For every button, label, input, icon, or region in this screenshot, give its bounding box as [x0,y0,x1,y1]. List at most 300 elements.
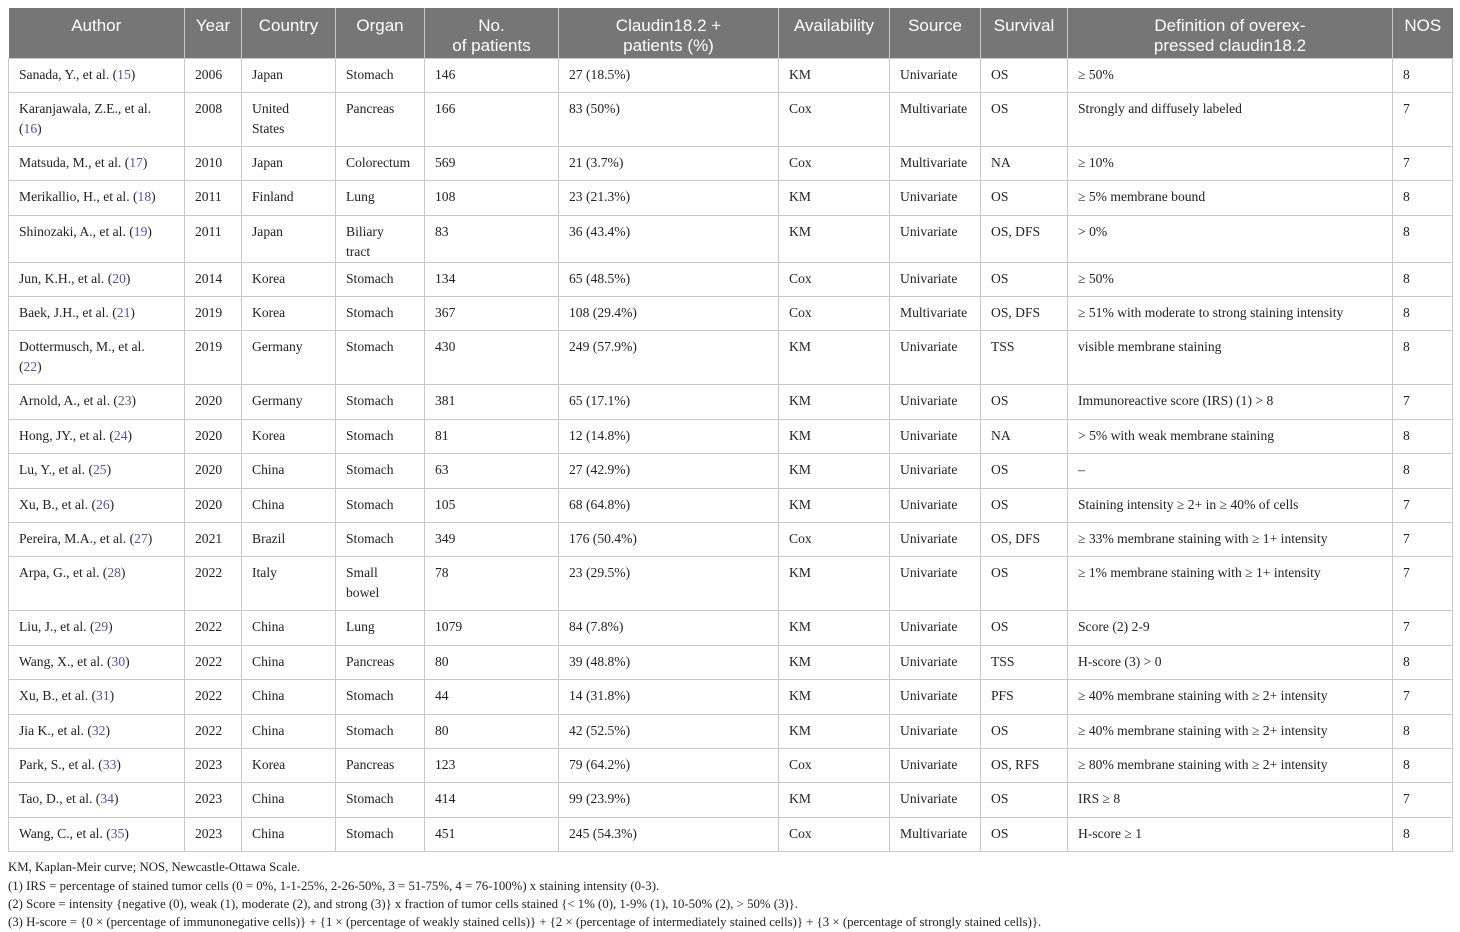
availability-cell: Cox [779,748,890,782]
table-row [9,331,1453,385]
author-name: Pereira, M.A., et al. ( [19,531,135,547]
year-cell: 2021 [185,523,242,557]
definition-cell: ≥ 33% membrane staining with ≥ 1+ intensity [1068,523,1393,557]
author-name: Arpa, G., et al. ( [19,565,108,581]
patients-cell: 414 [425,783,559,817]
table-container [8,8,1452,932]
country-cell: Germany [242,331,336,385]
table-row [9,488,1453,522]
table-row [9,262,1453,296]
patients-cell: 146 [425,58,559,92]
reference-link[interactable]: 18 [137,189,152,205]
nos-cell: 8 [1393,331,1453,385]
author-cell [9,297,185,331]
claudin-positive-cell: 21 (3.7%) [559,146,779,180]
reference-close-paren: ) [147,223,152,239]
reference-link[interactable]: 17 [129,154,143,170]
definition-cell: Score (2) 2-9 [1068,611,1393,645]
definition-cell: Immunoreactive score (IRS) (1) > 8 [1068,385,1393,419]
source-cell: Univariate [890,557,981,611]
country-cell: China [242,714,336,748]
nos-cell: 7 [1393,146,1453,180]
nos-cell: 8 [1393,297,1453,331]
definition-cell: > 5% with weak membrane staining [1068,419,1393,453]
header-availability: Availability [779,8,890,58]
nos-cell: 8 [1393,645,1453,679]
organ-cell: Pancreas [336,748,425,782]
survival-cell: OS [981,783,1068,817]
reference-close-paren: ) [142,154,148,170]
claudin-positive-cell: 39 (48.8%) [559,645,779,679]
survival-cell: OS [981,181,1068,215]
year-cell: 2020 [185,488,242,522]
definition-cell: ≥ 1% membrane staining with ≥ 1+ intensity [1068,557,1393,611]
reference-link[interactable]: 28 [107,565,121,581]
claudin-positive-cell: 249 (57.9%) [559,331,779,385]
claudin-positive-cell: 14 (31.8%) [559,680,779,714]
definition-cell: Staining intensity ≥ 2+ in ≥ 40% of cells [1068,488,1393,522]
organ-cell: Pancreas [336,645,425,679]
claudin-positive-cell: 245 (54.3%) [559,817,779,851]
year-cell: 2019 [185,331,242,385]
nos-cell: 7 [1393,385,1453,419]
patients-cell: 80 [425,714,559,748]
author-cell [9,58,185,92]
table-row [9,748,1453,782]
organ-cell: Stomach [336,817,425,851]
year-cell: 2020 [185,454,242,488]
organ-cell: Colorectum [336,146,425,180]
source-cell: Univariate [890,748,981,782]
claudin-positive-cell: 12 (14.8%) [559,419,779,453]
nos-cell: 8 [1393,748,1453,782]
author-cell [9,454,185,488]
table-body [9,58,1453,852]
availability-cell: KM [779,454,890,488]
patients-cell: 123 [425,748,559,782]
header-year: Year [185,8,242,58]
definition-cell: ≥ 5% membrane bound [1068,181,1393,215]
survival-cell: OS [981,454,1068,488]
availability-cell: KM [779,58,890,92]
availability-cell: Cox [779,92,890,146]
nos-cell: 8 [1393,454,1453,488]
table-row [9,385,1453,419]
reference-link[interactable]: 21 [116,305,131,321]
patients-cell: 451 [425,817,559,851]
reference-link[interactable]: 15 [117,66,131,82]
country-cell: Japan [242,58,336,92]
survival-cell: OS [981,385,1068,419]
country-cell: Brazil [242,523,336,557]
reference-close-paren: ) [109,496,115,512]
claudin-positive-cell: 42 (52.5%) [559,714,779,748]
patients-cell: 108 [425,181,559,215]
reference-close-paren: ) [113,791,119,807]
source-cell: Multivariate [890,146,981,180]
source-cell: Univariate [890,262,981,296]
author-name: Baek, J.H., et al. ( [19,305,117,321]
claudin-study-table [8,8,1453,852]
reference-close-paren: ) [120,565,126,581]
availability-cell: KM [779,611,890,645]
source-cell: Univariate [890,331,981,385]
year-cell: 2006 [185,58,242,92]
reference-close-paren: ) [109,688,115,704]
claudin-positive-cell: 36 (43.4%) [559,215,779,262]
reference-link[interactable]: 19 [133,223,148,239]
definition-cell: – [1068,454,1393,488]
source-cell: Univariate [890,611,981,645]
reference-close-paren: ) [124,825,129,841]
claudin-positive-cell: 27 (42.9%) [559,454,779,488]
author-name: Jia K., et al. ( [19,722,92,738]
reference-close-paren: ) [131,393,137,409]
table-row [9,181,1453,215]
year-cell: 2020 [185,385,242,419]
survival-cell: NA [981,419,1068,453]
source-cell: Univariate [890,58,981,92]
author-name: Dottermusch, M., et al. ( [19,339,145,375]
survival-cell: OS, DFS [981,523,1068,557]
nos-cell: 8 [1393,817,1453,851]
reference-close-paren: ) [105,722,110,738]
source-cell: Univariate [890,523,981,557]
organ-cell: Stomach [336,58,425,92]
year-cell: 2022 [185,557,242,611]
definition-cell: Strongly and diffusely labeled [1068,92,1393,146]
reference-link[interactable]: 23 [117,393,132,409]
reference-close-paren: ) [37,120,42,136]
author-cell [9,783,185,817]
table-row [9,817,1453,851]
definition-cell: IRS ≥ 8 [1068,783,1393,817]
source-cell: Univariate [890,783,981,817]
year-cell: 2020 [185,419,242,453]
reference-link[interactable]: 30 [111,653,126,669]
year-cell: 2019 [185,297,242,331]
author-cell [9,714,185,748]
author-name: Tao, D., et al. ( [19,791,101,807]
country-cell: Korea [242,748,336,782]
definition-cell: ≥ 50% [1068,262,1393,296]
header-patients: No. of patients [425,8,559,58]
patients-cell: 1079 [425,611,559,645]
nos-cell: 8 [1393,262,1453,296]
year-cell: 2023 [185,817,242,851]
survival-cell: TSS [981,645,1068,679]
nos-cell: 7 [1393,783,1453,817]
organ-cell: Stomach [336,680,425,714]
reference-close-paren: ) [108,619,113,635]
patients-cell: 569 [425,146,559,180]
reference-link[interactable]: 22 [23,359,38,375]
nos-cell: 7 [1393,523,1453,557]
table-footnotes [8,858,1452,932]
author-name: Xu, B., et al. ( [19,496,97,512]
year-cell: 2011 [185,181,242,215]
claudin-positive-cell: 176 (50.4%) [559,523,779,557]
footnote-score: (2) Score = intensity {negative (0), weak (1), moderate (2), and strong (3)} x fraction of tumor cells stained {< 1% (0), 1-9% (1), 10-50% (2), > 50% (3)}. [8,896,798,911]
definition-cell: > 0% [1068,215,1393,262]
footnote-irs: (1) IRS = percentage of stained tumor cells (0 = 0%, 1-1-25%, 2-26-50%, 3 = 51-75%, 4 = 76-100%) x staining intensity (0-3). [8,878,660,893]
claudin-positive-cell: 108 (29.4%) [559,297,779,331]
country-cell: China [242,680,336,714]
author-name: Shinozaki, A., et al. ( [19,223,134,239]
author-name: Sanada, Y., et al. ( [19,66,118,82]
table-row [9,215,1453,262]
author-cell [9,215,185,262]
country-cell: China [242,488,336,522]
source-cell: Univariate [890,454,981,488]
claudin-positive-cell: 83 (50%) [559,92,779,146]
header-nos: NOS [1393,8,1453,58]
definition-cell: H-score (3) > 0 [1068,645,1393,679]
author-name: Merikallio, H., et al. ( [19,189,138,205]
nos-cell: 8 [1393,181,1453,215]
nos-cell: 7 [1393,557,1453,611]
survival-cell: OS [981,817,1068,851]
source-cell: Multivariate [890,817,981,851]
reference-link[interactable]: 25 [93,462,107,478]
header-author: Author [9,8,185,58]
reference-link[interactable]: 33 [102,756,117,772]
table-row [9,611,1453,645]
author-cell [9,523,185,557]
patients-cell: 63 [425,454,559,488]
nos-cell: 8 [1393,714,1453,748]
claudin-positive-cell: 68 (64.8%) [559,488,779,522]
availability-cell: KM [779,557,890,611]
header-country: Country [242,8,336,58]
year-cell: 2008 [185,92,242,146]
availability-cell: Cox [779,146,890,180]
reference-close-paren: ) [106,462,112,478]
country-cell: Italy [242,557,336,611]
author-name: Jun, K.H., et al. ( [19,270,113,286]
patients-cell: 44 [425,680,559,714]
organ-cell: Stomach [336,523,425,557]
header-claudin-positive: Claudin18.2 + patients (%) [559,8,779,58]
organ-cell: Stomach [336,331,425,385]
survival-cell: OS [981,611,1068,645]
survival-cell: OS [981,557,1068,611]
author-cell [9,748,185,782]
table-row [9,146,1453,180]
table-row [9,523,1453,557]
country-cell: Korea [242,419,336,453]
table-row [9,557,1453,611]
survival-cell: OS [981,488,1068,522]
availability-cell: KM [779,331,890,385]
availability-cell: Cox [779,262,890,296]
table-row [9,297,1453,331]
header-survival: Survival [981,8,1068,58]
patients-cell: 166 [425,92,559,146]
claudin-positive-cell: 23 (21.3%) [559,181,779,215]
source-cell: Multivariate [890,92,981,146]
organ-cell: Stomach [336,419,425,453]
availability-cell: KM [779,385,890,419]
year-cell: 2010 [185,146,242,180]
reference-link[interactable]: 31 [96,688,110,704]
source-cell: Univariate [890,181,981,215]
author-cell [9,611,185,645]
year-cell: 2022 [185,714,242,748]
source-cell: Univariate [890,645,981,679]
patients-cell: 367 [425,297,559,331]
year-cell: 2022 [185,680,242,714]
table-row [9,454,1453,488]
definition-cell: ≥ 80% membrane staining with ≥ 2+ intensity [1068,748,1393,782]
reference-link[interactable]: 35 [110,825,125,841]
author-cell [9,419,185,453]
claudin-positive-cell: 65 (17.1%) [559,385,779,419]
reference-link[interactable]: 20 [112,270,126,286]
organ-cell: Lung [336,611,425,645]
definition-cell: ≥ 51% with moderate to strong staining intensity [1068,297,1393,331]
nos-cell: 8 [1393,215,1453,262]
survival-cell: TSS [981,331,1068,385]
author-name: Matsuda, M., et al. ( [19,154,130,170]
source-cell: Univariate [890,488,981,522]
author-cell [9,680,185,714]
table-row [9,92,1453,146]
definition-cell: H-score ≥ 1 [1068,817,1393,851]
source-cell: Univariate [890,385,981,419]
organ-cell: Lung [336,181,425,215]
reference-link[interactable]: 27 [134,531,148,547]
author-name: Karanjawala, Z.E., et al. ( [19,100,152,136]
country-cell: Japan [242,146,336,180]
reference-link[interactable]: 16 [23,120,38,136]
claudin-positive-cell: 23 (29.5%) [559,557,779,611]
reference-link[interactable]: 29 [94,619,109,635]
survival-cell: OS [981,262,1068,296]
country-cell: Finland [242,181,336,215]
survival-cell: OS, DFS [981,297,1068,331]
author-cell [9,488,185,522]
availability-cell: KM [779,645,890,679]
reference-close-paren: ) [130,305,135,321]
reference-link[interactable]: 24 [113,427,128,443]
header-organ: Organ [336,8,425,58]
reference-link[interactable]: 32 [91,722,106,738]
survival-cell: NA [981,146,1068,180]
author-cell [9,817,185,851]
source-cell: Univariate [890,714,981,748]
availability-cell: KM [779,181,890,215]
table-row [9,419,1453,453]
availability-cell: KM [779,419,890,453]
country-cell: China [242,454,336,488]
availability-cell: KM [779,680,890,714]
patients-cell: 83 [425,215,559,262]
patients-cell: 430 [425,331,559,385]
definition-cell: ≥ 10% [1068,146,1393,180]
availability-cell: KM [779,215,890,262]
table-row [9,680,1453,714]
organ-cell: Stomach [336,262,425,296]
availability-cell: KM [779,488,890,522]
organ-cell: Stomach [336,297,425,331]
reference-close-paren: ) [127,427,133,443]
source-cell: Univariate [890,215,981,262]
organ-cell: Small bowel [336,557,425,611]
header-source: Source [890,8,981,58]
definition-cell: visible membrane staining [1068,331,1393,385]
year-cell: 2011 [185,215,242,262]
author-cell [9,557,185,611]
reference-link[interactable]: 34 [100,791,114,807]
patients-cell: 349 [425,523,559,557]
source-cell: Univariate [890,680,981,714]
nos-cell: 7 [1393,488,1453,522]
year-cell: 2022 [185,645,242,679]
nos-cell: 7 [1393,92,1453,146]
nos-cell: 8 [1393,419,1453,453]
author-name: Xu, B., et al. ( [19,688,97,704]
header-definition: Definition of overex- pressed claudin18.2 [1068,8,1393,58]
country-cell: Korea [242,297,336,331]
source-cell: Multivariate [890,297,981,331]
table-row [9,714,1453,748]
author-cell [9,146,185,180]
author-name: Liu, J., et al. ( [19,619,95,635]
reference-close-paren: ) [116,756,121,772]
organ-cell: Stomach [336,488,425,522]
author-cell [9,92,185,146]
year-cell: 2014 [185,262,242,296]
availability-cell: KM [779,714,890,748]
availability-cell: KM [779,783,890,817]
claudin-positive-cell: 27 (18.5%) [559,58,779,92]
country-cell: United States [242,92,336,146]
organ-cell: Stomach [336,714,425,748]
patients-cell: 381 [425,385,559,419]
year-cell: 2023 [185,783,242,817]
country-cell: Korea [242,262,336,296]
claudin-positive-cell: 84 (7.8%) [559,611,779,645]
definition-cell: ≥ 40% membrane staining with ≥ 2+ intensity [1068,680,1393,714]
organ-cell: Stomach [336,385,425,419]
survival-cell: PFS [981,680,1068,714]
author-name: Wang, X., et al. ( [19,653,112,669]
author-cell [9,331,185,385]
organ-cell: Stomach [336,783,425,817]
organ-cell: Stomach [336,454,425,488]
definition-cell: ≥ 40% membrane staining with ≥ 2+ intensity [1068,714,1393,748]
organ-cell: Pancreas [336,92,425,146]
patients-cell: 105 [425,488,559,522]
country-cell: Germany [242,385,336,419]
country-cell: China [242,611,336,645]
reference-close-paren: ) [37,359,42,375]
country-cell: Japan [242,215,336,262]
author-name: Hong, JY., et al. ( [19,427,114,443]
reference-close-paren: ) [130,66,136,82]
reference-link[interactable]: 26 [96,496,110,512]
reference-close-paren: ) [125,653,130,669]
claudin-positive-cell: 65 (48.5%) [559,262,779,296]
reference-close-paren: ) [125,270,131,286]
author-name: Lu, Y., et al. ( [19,462,93,478]
nos-cell: 7 [1393,611,1453,645]
source-cell: Univariate [890,419,981,453]
survival-cell: OS, DFS [981,215,1068,262]
footnote-hscore: (3) H-score = {0 × (percentage of immunonegative cells)} + {1 × (percentage of weakly stained cells)} + {2 × (percentage of intermediately stained cells)} + {3 × (percentage of strongly stained cells)}. [8,915,1042,930]
year-cell: 2022 [185,611,242,645]
